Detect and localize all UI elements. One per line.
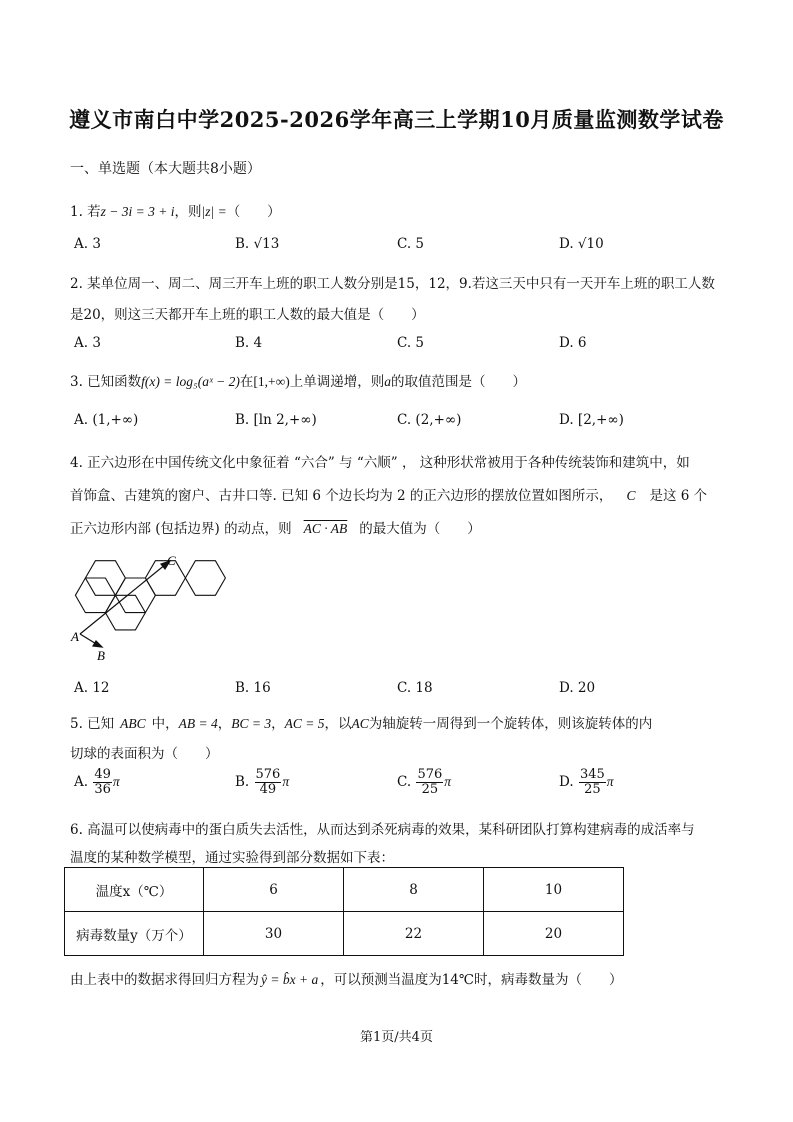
q3-option-a: A. (1,+∞): [74, 412, 139, 428]
q1-mid: ，则: [174, 204, 202, 220]
q1-abs-z: |z| =: [201, 204, 227, 219]
q2-option-c: C. 5: [397, 335, 425, 351]
q6-after-b: ，可以预测当温度为14℃时，病毒数量为（ ）: [320, 972, 623, 988]
question-3: [70, 370, 526, 390]
q5-option-a-den: 36: [94, 782, 111, 797]
hexagon-top-3: [185, 561, 225, 596]
q5-option-d-label: D.: [559, 774, 574, 790]
q5-option-d-pi: π: [606, 774, 614, 789]
table-row-head-temperature: 温度x（℃）: [65, 868, 204, 912]
q5-triangle: ABC: [120, 716, 146, 731]
q5-ab: AB = 4: [178, 716, 218, 731]
label-c: C: [167, 553, 176, 568]
q5-sep-2: ，: [271, 716, 285, 732]
q4-line-2a: 首饰盒、古建筑的窗户、古井口等. 已知 6 个边长均为 2 的正六边形的摆放位置如图所示，: [70, 488, 613, 504]
q3-option-c: C. (2,+∞): [397, 412, 462, 428]
q5-option-a: [74, 768, 120, 797]
q5-option-b: [235, 768, 289, 797]
q3-prefix: 3. 已知函数: [70, 374, 142, 390]
temperature-virus-table: [64, 867, 624, 956]
q1-option-d: D. √10: [559, 236, 604, 252]
q2-option-b: B. 4: [235, 335, 263, 351]
q3-interval: [1,+∞): [253, 374, 290, 389]
q1-option-a: A. 3: [74, 236, 101, 252]
q5-line-2: 切球的表面积为（ ）: [70, 746, 219, 762]
q4-option-d: D. 20: [559, 680, 596, 696]
q6-regression-line: [70, 968, 623, 988]
q3-suffix-1: 上单调递增，则: [289, 374, 385, 390]
q4-vector-expr: AC · AB: [303, 521, 348, 536]
q6-regression-equation: ŷ = b̂x + a: [261, 972, 319, 987]
q1-option-b: B. √13: [235, 236, 280, 252]
table-cell: 10: [484, 868, 624, 912]
q5-ac: AC = 5: [284, 716, 325, 731]
q4-line-2b: 是这 6 个: [649, 488, 708, 504]
q4-option-b: B. 16: [235, 680, 271, 696]
q3-option-d: D. [2,+∞): [559, 412, 624, 428]
q2-line-2: 是20，则这三天都开车上班的职工人数的最大值是（ ）: [70, 307, 425, 323]
q6-line-2: 温度的某种数学模型，通过实验得到部分数据如下表：: [70, 850, 394, 866]
q5-text-3: 为轴旋转一周得到一个旋转体，则该旋转体的内: [368, 716, 653, 732]
q5-option-c-num: 576: [417, 767, 443, 782]
q3-variable: a: [384, 374, 391, 389]
page-footer: 第1页/共4页: [360, 1030, 433, 1045]
table-cell: 22: [344, 912, 484, 956]
q2-option-d: D. 6: [559, 335, 587, 351]
q2-line-1: 2. 某单位周一、周二、周三开车上班的职工人数分别是15，12，9.若这三天中只有一天开车上班的职工人数: [70, 276, 715, 292]
q4-option-c: C. 18: [397, 680, 433, 696]
q4-line-2: [70, 484, 707, 504]
hexagon-figure: [62, 548, 242, 666]
q4-point-c: C: [626, 488, 636, 503]
q1-expression: z − 3i = 3 + i: [100, 204, 175, 219]
table-cell: 20: [484, 912, 624, 956]
q5-axis: AC: [351, 716, 369, 731]
section-heading: 一、单选题（本大题共8小题）: [70, 161, 261, 177]
q5-option-a-num: 49: [94, 767, 111, 782]
q5-option-b-label: B.: [235, 774, 250, 790]
q5-option-a-label: A.: [74, 774, 89, 790]
question-1: [70, 200, 281, 220]
q6-after-a: 由上表中的数据求得回归方程为: [70, 972, 259, 988]
label-b: B: [97, 648, 105, 663]
q2-option-a: A. 3: [74, 335, 101, 351]
q3-mid: 在: [239, 374, 254, 390]
q4-line-3b: 的最大值为（ ）: [359, 521, 481, 537]
q3-option-b: B. [ln 2,+∞): [235, 412, 317, 428]
q5-option-b-num: 576: [255, 767, 281, 782]
q5-option-d-num: 345: [579, 767, 605, 782]
q5-option-c-den: 25: [421, 782, 439, 797]
q4-line-1: 4. 正六边形在中国传统文化中象征着 “六合” 与 “六顺” ， 这种形状常被用于各种传统装饰和建筑中，如: [70, 455, 690, 471]
q5-option-c-pi: π: [444, 774, 452, 789]
q3-suffix-2: 的取值范围是（ ）: [390, 374, 526, 390]
table-cell: 8: [344, 868, 484, 912]
arrowhead-b: [93, 641, 102, 647]
table-cell: 6: [204, 868, 344, 912]
q4-line-3: [70, 517, 481, 537]
q5-prefix: 5. 已知: [70, 716, 115, 732]
q5-text-1: 中，: [151, 716, 179, 732]
q3-function: f(x) = log₅(aˣ − 2): [141, 374, 240, 389]
table-row-head-virus-count: 病毒数量y（万个）: [65, 912, 204, 956]
table-cell: 30: [204, 912, 344, 956]
q1-option-c: C. 5: [397, 236, 425, 252]
table-row: [65, 912, 624, 956]
exam-title: 遵义市南白中学2025-2026学年高三上学期10月质量监测数学试卷: [69, 107, 724, 132]
table-row: [65, 868, 624, 912]
q5-option-c-label: C.: [397, 774, 412, 790]
q5-bc: BC = 3: [231, 716, 272, 731]
q5-option-d-den: 25: [584, 782, 601, 797]
label-a: A: [71, 629, 79, 644]
q5-option-d: [559, 768, 614, 797]
q5-option-b-den: 49: [259, 782, 277, 797]
q1-blank: （ ）: [226, 204, 281, 220]
q4-option-a: A. 12: [74, 680, 110, 696]
q1-prefix: 1. 若: [70, 204, 101, 220]
question-5: [70, 712, 652, 732]
q5-option-b-pi: π: [282, 774, 290, 789]
q5-option-a-pi: π: [112, 774, 120, 789]
q4-line-3a: 正六边形内部 (包括边界) 的动点，则: [70, 521, 292, 537]
q5-sep-1: ，: [217, 716, 232, 732]
q5-option-c: [397, 768, 451, 797]
q5-text-2: ，以: [324, 716, 352, 732]
q6-line-1: 6. 高温可以使病毒中的蛋白质失去活性，从而达到杀死病毒的效果，某科研团队打算构建病毒的成活率与: [70, 822, 695, 838]
